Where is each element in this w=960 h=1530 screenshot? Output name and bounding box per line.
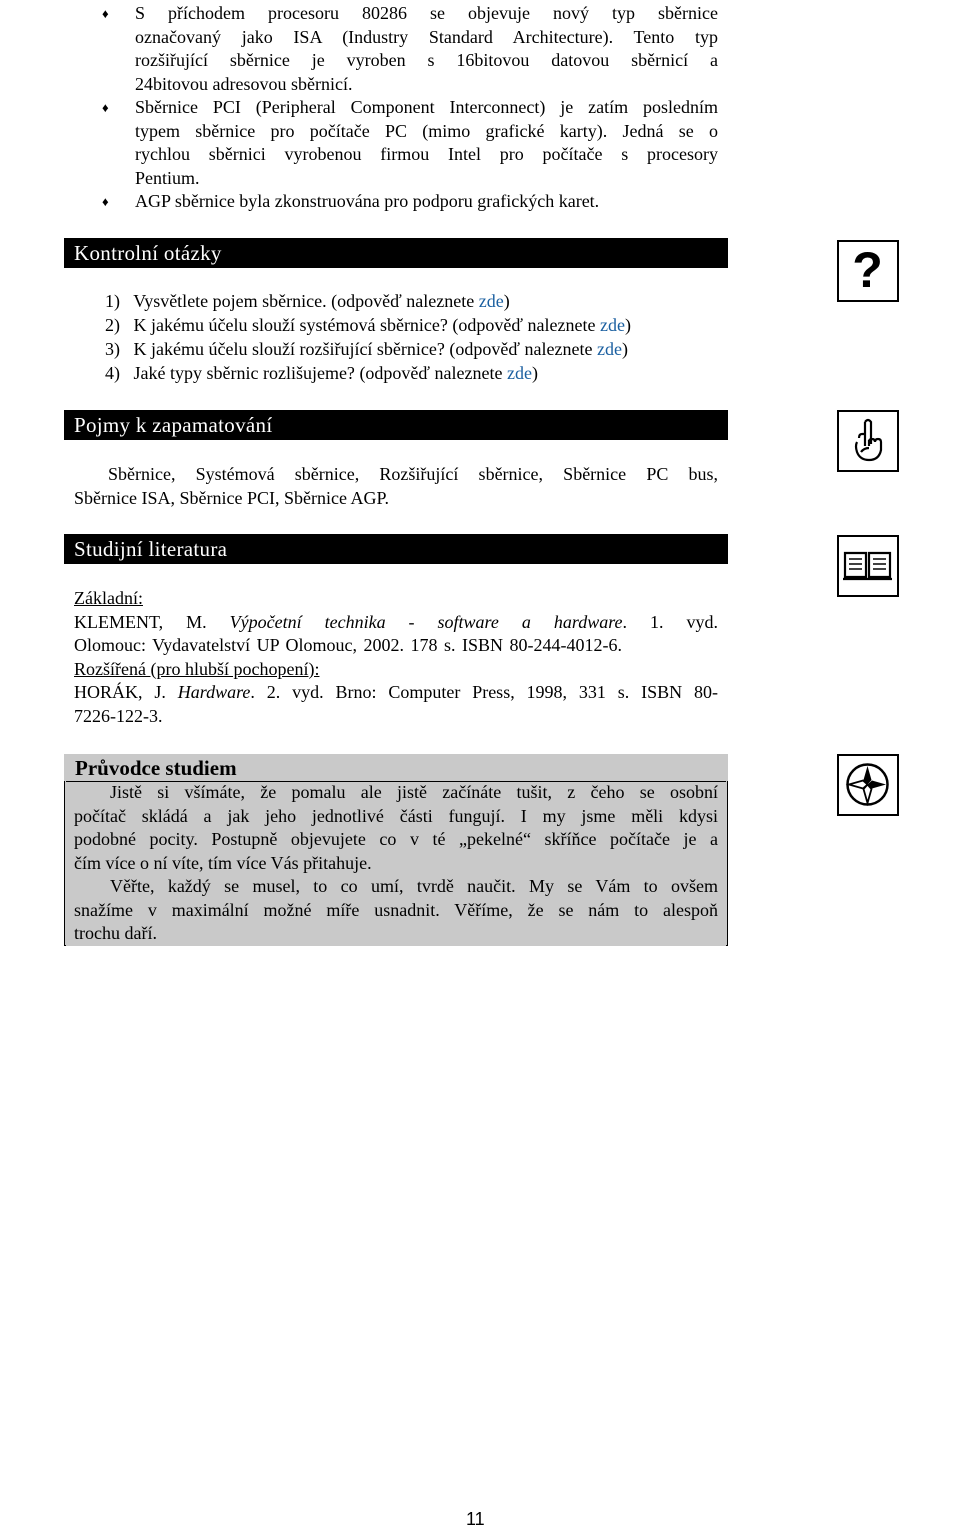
basic-literature-line-2: Olomouc: Vydavatelství UP Olomouc, 2002. 178 s. ISBN 80-244-4012-6.	[74, 635, 622, 655]
open-book-icon	[837, 535, 899, 597]
questions-heading: Kontrolní otázky	[64, 238, 728, 268]
answer-link[interactable]: zde	[478, 291, 504, 311]
question-item: 3) K jakému účelu slouží rozšiřující sběrnice? (odpověď naleznete zde)	[105, 339, 628, 359]
question-item: 2) K jakému účelu slouží systémová sběrnice? (odpověď naleznete zde)	[105, 315, 631, 335]
bullet-2-line-4: Pentium.	[135, 167, 200, 188]
question-mark-icon: ?	[837, 240, 899, 302]
terms-line-1: Sběrnice, Systémová sběrnice, Rozšiřující sběrnice, Sběrnice PC bus,	[108, 464, 718, 484]
study-guide-title: Průvodce studiem	[75, 756, 237, 780]
extended-literature-line-2: 7226-122-3.	[74, 705, 163, 726]
answer-link[interactable]: zde	[596, 339, 622, 359]
study-guide-line-2: počítač skládá a jak jeho jednotlivé části fungují. I my jsme měli kdysi	[74, 805, 718, 826]
bullet-2-line-2: typem sběrnice pro počítače PC (mimo grafické karty). Jedná se o	[135, 120, 718, 141]
study-guide-line-7: trochu daří.	[74, 923, 157, 943]
answer-link[interactable]: zde	[599, 315, 625, 335]
terms-line-2: Sběrnice ISA, Sběrnice PCI, Sběrnice AGP.	[74, 487, 389, 508]
bullet-diamond-icon: ♦	[102, 194, 109, 209]
extended-literature-label: Rozšířená (pro hlubší pochopení):	[74, 658, 320, 679]
compass-icon	[837, 754, 899, 816]
study-guide-line-4: čím více o ní víte, tím více Vás přitahuje.	[74, 852, 372, 873]
extended-literature-line-1: HORÁK, J. Hardware. 2. vyd. Brno: Computer Press, 1998, 331 s. ISBN 80-	[74, 682, 718, 702]
basic-literature-label: Základní:	[74, 588, 143, 608]
literature-heading: Studijní literatura	[64, 534, 728, 564]
pointing-hand-icon	[837, 410, 899, 472]
bullet-2-line-3: rychlou sběrnici vyrobenou firmou Intel pro počítače s procesory	[135, 144, 718, 164]
bullet-diamond-icon: ♦	[102, 100, 109, 115]
bullet-1-line-1: S příchodem procesoru 80286 se objevuje nový typ sběrnice	[135, 3, 718, 23]
question-item: 4) Jaké typy sběrnic rozlišujeme? (odpověď naleznete zde)	[105, 363, 538, 383]
study-guide-line-3: podobné pocity. Postupně objevujete co v té „pekelné“ skříňce počítače je a	[74, 829, 718, 849]
study-guide-line-5: Věřte, každý se musel, to co umí, tvrdě naučit. My se Vám to ovšem	[110, 876, 718, 896]
bullet-diamond-icon: ♦	[102, 6, 109, 21]
study-guide-line-1: Jistě si všímáte, že pomalu ale jistě začínáte tušit, z čeho se osobní	[110, 782, 718, 802]
study-guide-line-6: snažíme v maximální možné míře usnadnit. Věříme, že se nám to alespoň	[74, 899, 718, 920]
question-item: 1) Vysvětlete pojem sběrnice. (odpověď naleznete zde)	[105, 291, 510, 311]
answer-link[interactable]: zde	[507, 363, 532, 383]
bullet-1-line-2: označovaný jako ISA (Industry Standard Architecture). Tento typ	[135, 26, 718, 47]
page-number: 11	[466, 1509, 485, 1529]
terms-heading: Pojmy k zapamatování	[64, 410, 728, 440]
bullet-1-line-3: rozšiřující sběrnice je vyroben s 16bitovou datovou sběrnicí a	[135, 50, 718, 70]
basic-literature-line-1: KLEMENT, M. Výpočetní technika - software a hardware. 1. vyd.	[74, 611, 719, 632]
bullet-3-line-1: AGP sběrnice byla zkonstruována pro podporu grafických karet.	[135, 191, 600, 211]
bullet-2-line-1: Sběrnice PCI (Peripheral Component Interconnect) je zatím posledním	[135, 97, 718, 117]
bullet-1-line-4: 24bitovou adresovou sběrnicí.	[135, 73, 353, 94]
